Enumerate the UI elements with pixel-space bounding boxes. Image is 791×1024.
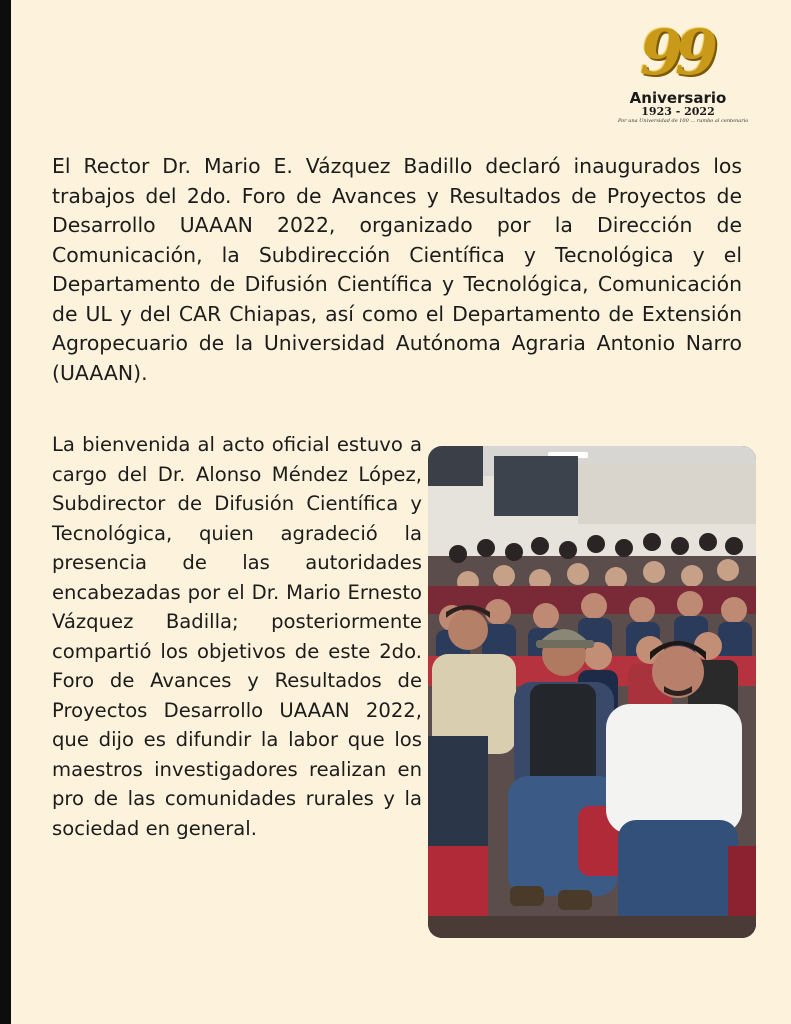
anniversary-logo (618, 16, 749, 134)
intro-paragraph: El Rector Dr. Mario E. Vázquez Badillo declaró inaugurados los trabajos del 2do. Foro de Avances y Resultados de Proyectos de Desarrollo UAAAN 2022, organizado por la Dirección de Comunicación, la Subdirección Científica y Tecnológica y el Departamento de Difusión Científica y Tecnológica, Comunicación de UL y del CAR Chiapas, así como el Departamento de Extensión Agropecuario de la Universidad Autónoma Agraria Antonio Narro (UAAAN). (52, 154, 742, 385)
audience-photo (428, 446, 756, 938)
logo-word: Aniversario (629, 89, 727, 107)
welcome-paragraph: La bienvenida al acto oficial estuvo a cargo del Dr. Alonso Méndez López, Subdirector de Difusión Científica y Tecnológica, quien agradeció la presencia de las autoridades encabezadas por el Dr. Mario Ernesto Vázquez Badilla; posteriormente compartió los objetivos de este 2do. Foro de Avances y Resultados de Proyectos Desarrollo UAAAN 2022, que dijo es difundir la labor que los maestros investigadores realizan en pro de las comunidades rurales y la sociedad en general. (52, 433, 422, 840)
audience-photo-illustration (428, 446, 756, 938)
left-border-bar (0, 0, 11, 1024)
logo-years: 1923 - 2022 (641, 105, 715, 118)
logo-number: 99 (639, 16, 711, 89)
logo-slogan: Por una Universidad de 100 ... rumbo al centenario (618, 118, 749, 124)
